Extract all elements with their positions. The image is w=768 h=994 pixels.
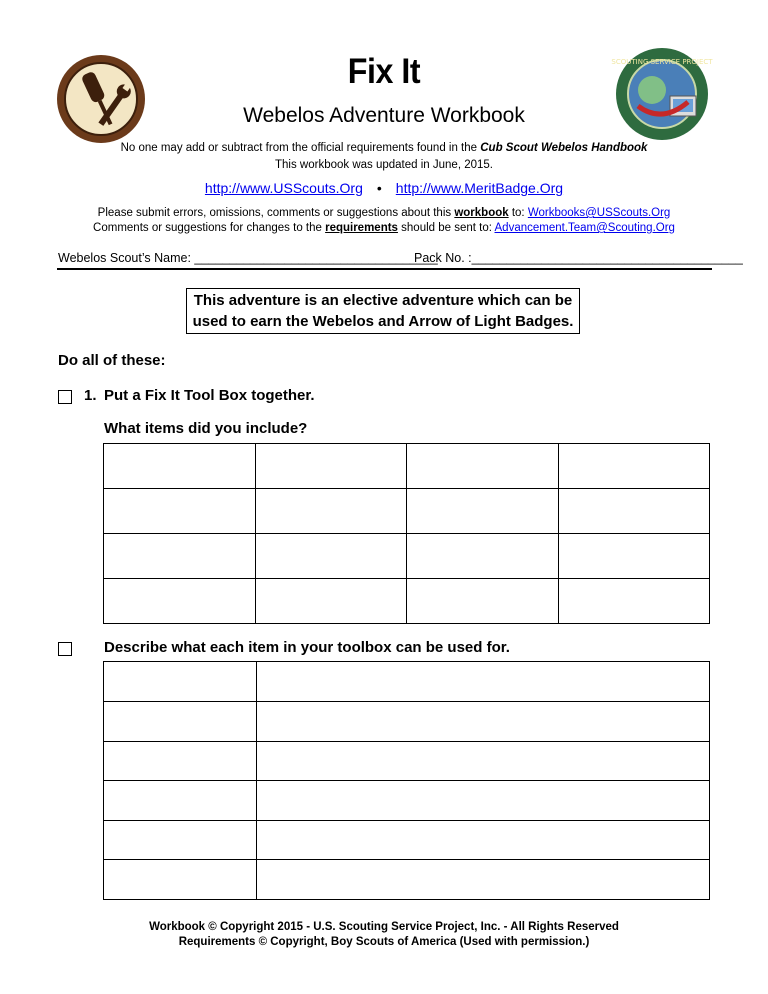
toolbox-items-table (103, 443, 710, 624)
requirement-1-text: Put a Fix It Tool Box together. (104, 387, 315, 404)
workbooks-email-link[interactable]: Workbooks@USScouts.Org (527, 207, 671, 219)
copyright-footer (0, 920, 768, 950)
table-row (104, 781, 710, 821)
item-name-cell[interactable] (104, 702, 257, 742)
pack-number-field[interactable]: Pack No. :_______________________________________ (414, 251, 743, 265)
table-row (104, 821, 710, 860)
item-name-cell[interactable] (104, 742, 257, 781)
item-name-cell[interactable] (104, 821, 257, 860)
updated-date-notice: This workbook was updated in June, 2015. (275, 159, 493, 171)
scout-name-field[interactable]: Webelos Scout’s Name: ___________________________________ (58, 251, 438, 265)
svg-text:SCOUTING SERVICE PROJECT: SCOUTING SERVICE PROJECT (611, 58, 713, 66)
advancement-email-link[interactable]: Advancement.Team@Scouting.Org (494, 222, 675, 234)
notice-line-1: This adventure is an elective adventure which can be (193, 292, 573, 309)
notice-line-2: used to earn the Webelos and Arrow of Light Badges. (192, 313, 574, 330)
item-cell[interactable] (255, 534, 407, 579)
item-cell[interactable] (104, 579, 256, 624)
usscouts-link[interactable]: http://www.USScouts.Org (204, 180, 363, 196)
item-cell[interactable] (407, 444, 559, 489)
item-use-cell[interactable] (257, 781, 710, 821)
item-name-cell[interactable] (104, 781, 257, 821)
item-cell[interactable] (558, 444, 710, 489)
table-row (104, 534, 710, 579)
item-use-cell[interactable] (257, 742, 710, 781)
website-links (0, 180, 768, 196)
item-cell[interactable] (104, 534, 256, 579)
item-cell[interactable] (558, 534, 710, 579)
table-row (104, 444, 710, 489)
requirement-1b-text: Describe what each item in your toolbox can be used for. (104, 639, 510, 656)
item-cell[interactable] (104, 489, 256, 534)
footer-line-2: Requirements © Copyright, Boy Scouts of America (Used with permission.) (178, 936, 590, 948)
item-cell[interactable] (104, 444, 256, 489)
item-cell[interactable] (255, 579, 407, 624)
table-row (104, 579, 710, 624)
item-cell[interactable] (407, 534, 559, 579)
item-name-cell[interactable] (104, 860, 257, 900)
table-row (104, 860, 710, 900)
table-row (104, 702, 710, 742)
table-row (104, 742, 710, 781)
item-cell[interactable] (558, 579, 710, 624)
item-cell[interactable] (255, 444, 407, 489)
item-use-cell[interactable] (257, 662, 710, 702)
official-requirements-notice: No one may add or subtract from the official requirements found in the Cub Scout Webelos Handbook (120, 142, 648, 154)
table-row (104, 662, 710, 702)
table-row (104, 489, 710, 534)
item-name-cell[interactable] (104, 662, 257, 702)
item-use-cell[interactable] (257, 860, 710, 900)
requirements-feedback-line: Comments or suggestions for changes to the requirements should be sent to: Advancement.Team@Scouting.Org (93, 222, 675, 234)
page-subtitle: Webelos Adventure Workbook (243, 104, 525, 127)
do-all-heading: Do all of these: (58, 352, 166, 369)
meritbadge-link[interactable]: http://www.MeritBadge.Org (395, 180, 564, 196)
item-description-table (103, 661, 710, 900)
elective-notice-box (186, 288, 580, 334)
requirement-1-number: 1. (84, 387, 97, 404)
footer-line-1: Workbook © Copyright 2015 - U.S. Scouting Service Project, Inc. - All Rights Reserved (149, 921, 619, 933)
item-use-cell[interactable] (257, 821, 710, 860)
workbook-feedback-line: Please submit errors, omissions, comments or suggestions about this workbook to: Workbooks@USScouts.Org (97, 207, 671, 219)
requirement-1b-checkbox[interactable] (58, 642, 72, 656)
page-title: Fix It (347, 52, 421, 91)
header-divider (57, 268, 712, 270)
requirement-1-checkbox[interactable] (58, 390, 72, 404)
item-cell[interactable] (407, 489, 559, 534)
item-cell[interactable] (558, 489, 710, 534)
item-cell[interactable] (407, 579, 559, 624)
link-separator: • (376, 180, 382, 196)
item-cell[interactable] (255, 489, 407, 534)
item-use-cell[interactable] (257, 702, 710, 742)
requirement-1-question: What items did you include? (104, 420, 308, 437)
